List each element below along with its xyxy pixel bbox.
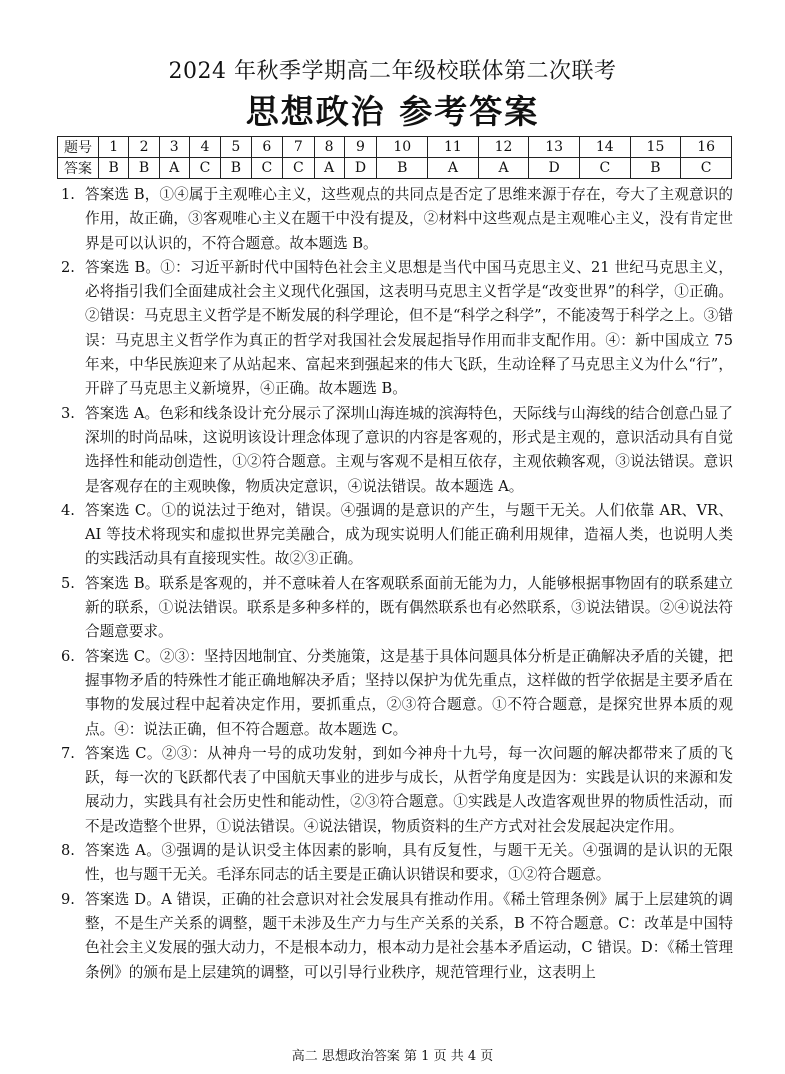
item-number: 3. [61,404,75,422]
answer-cell: C [283,158,315,179]
explanations [57,183,733,985]
answer-cell: A [159,158,189,179]
item-number: 2. [61,258,75,276]
question-number-cell: 4 [189,137,221,158]
exam-title: 2024 年秋季学期高二年级校联体第二次联考 [168,59,617,84]
explanation-item [57,499,733,572]
explanation-item [57,888,733,985]
answer-cell: C [189,158,221,179]
question-number-cell: 5 [221,137,251,158]
page-subtitle: 思想政治 参考答案 [245,92,540,131]
answer-cell: D [529,158,580,179]
explanation-item [57,742,733,839]
item-text: 答案选 A。③强调的是认识受主体因素的影响，具有反复性，与题干无关。④强调的是认识的无限性，也与题干无关。毛泽东同志的话主要是正确认识错误和要求，①②符合题意。 [85,842,733,884]
item-text: 答案选 D。A 错误，正确的社会意识对社会发展具有推动作用。《稀土管理条例》属于上层建筑的调整，不是生产关系的调整，题干未涉及生产力与生产关系的关系，B 不符合题意。C：改革是中国特色社会主义发展的强大动力，不是根本动力，根本动力是社会基本矛盾运动，C 错误。D：《稀土管理条例》的颁布是上层建筑的调整，可以引导行业秩序，规范管理行业，这表明上 [85,890,733,981]
item-text: 答案选 C。①的说法过于绝对，错误。④强调的是意识的产生，与题干无关。人们依靠 AR、VR、AI 等技术将现实和虚拟世界完美融合，成为现实说明人们能正确利用规律，造福人类，也说明人类的实践活动具有直接现实性。故②③正确。 [85,501,733,568]
question-number-cell: 8 [314,137,344,158]
question-number-cell: 16 [681,137,732,158]
answer-cell: B [129,158,159,179]
explanation-item [57,572,733,645]
answer-cell: C [251,158,283,179]
answer-cell: A [428,158,479,179]
item-number: 6. [61,647,75,665]
answer-cell: A [478,158,529,179]
page-footer: 高二 思想政治答案 第 1 页 共 4 页 [291,1049,494,1064]
question-number-cell: 6 [251,137,283,158]
question-number-cell: 10 [377,137,428,158]
question-number-cell: 1 [99,137,129,158]
answer-cell: B [377,158,428,179]
row-label-answer: 答案 [58,158,99,179]
item-number: 7. [61,744,75,762]
answer-row [58,158,732,179]
answer-cell: D [344,158,377,179]
answer-cell: B [99,158,129,179]
item-text: 答案选 B，①④属于主观唯心主义，这些观点的共同点是否定了思维来源于存在，夸大了主观意识的作用，故正确，③客观唯心主义在题干中没有提及，②材料中这些观点是主观唯心主义，没有肯定世界是可以认识的，不符合题意。故本题选 B。 [85,186,733,252]
explanation-item [57,183,733,256]
row-label-number: 题号 [58,137,99,158]
question-number-cell: 14 [579,137,630,158]
item-number: 5. [61,574,75,592]
explanation-item [57,645,733,742]
explanation-item [57,402,733,499]
question-number-cell: 2 [129,137,159,158]
item-number: 9. [61,890,75,908]
question-number-cell: 7 [283,137,315,158]
item-text: 答案选 B。联系是客观的，并不意味着人在客观联系面前无能为力，人能够根据事物固有的联系建立新的联系，①说法错误。联系是多种多样的，既有偶然联系也有必然联系，③说法错误。②④说法符合题意要求。 [85,574,733,641]
item-text: 答案选 A。色彩和线条设计充分展示了深圳山海连城的滨海特色，天际线与山海线的结合创意凸显了深圳的时尚品味，这说明该设计理念体现了意识的内容是客观的，形式是主观的，意识活动具有自觉选择性和能动创造性，①②符合题意。主观与客观不是相互依存，主观依赖客观，③说法错误。意识是客观存在的主观映像，物质决定意识，④说法错误。故本题选 A。 [85,404,733,495]
question-number-cell: 12 [478,137,529,158]
answer-cell: B [221,158,251,179]
item-text: 答案选 C。②③：从神舟一号的成功发射，到如今神舟十九号，每一次问题的解决都带来了质的飞跃，每一次的飞跃都代表了中国航天事业的进步与成长，从哲学角度是因为：实践是认识的来源和发展动力，实践具有社会历史性和能动性，②③符合题意。①实践是人改造客观世界的物质性活动，而不是改造整个世界，①说法错误。④说法错误，物质资料的生产方式对社会发展起决定作用。 [85,744,733,835]
question-number-cell: 15 [630,137,681,158]
question-number-cell: 9 [344,137,377,158]
explanation-item [57,839,733,888]
item-number: 4. [61,501,75,519]
item-text: 答案选 B。①：习近平新时代中国特色社会主义思想是当代中国马克思主义、21 世纪马克思主义，必将指引我们全面建成社会主义现代化强国，这表明马克思主义哲学是“改变世界”的科学，①正确。②错误：马克思主义哲学是不断发展的科学理论，但不是“科学之科学”，不能凌驾于科学之上。③错误：马克思主义哲学作为真正的哲学对我国社会发展起指导作用而非支配作用。④：新中国成立 75 年来，中华民族迎来了从站起来、富起来到强起来的伟大飞跃，生动诠释了马克思主义为什么“行”，开辟了马克思主义新境界，④正确。故本题选 B。 [85,258,733,398]
answer-cell: C [681,158,732,179]
question-number-cell: 3 [159,137,189,158]
answer-cell: B [630,158,681,179]
question-number-cell: 13 [529,137,580,158]
answer-cell: C [579,158,630,179]
explanation-item [57,256,733,402]
question-number-row [58,137,732,158]
answer-table [57,136,732,179]
item-number: 1. [61,186,75,203]
question-number-cell: 11 [428,137,479,158]
item-number: 8. [61,842,75,860]
item-text: 答案选 C。②③：坚持因地制宜、分类施策，这是基于具体问题具体分析是正确解决矛盾的关键，把握事物矛盾的特殊性才能正确地解决矛盾；坚持以保护为优先重点，这样做的哲学依据是主要矛盾在事物的发展过程中起着决定作用，要抓重点，②③符合题意。①不符合题意，是探究世界本质的观点。④：说法正确，但不符合题意。故本题选 C。 [85,647,733,738]
answer-cell: A [314,158,344,179]
